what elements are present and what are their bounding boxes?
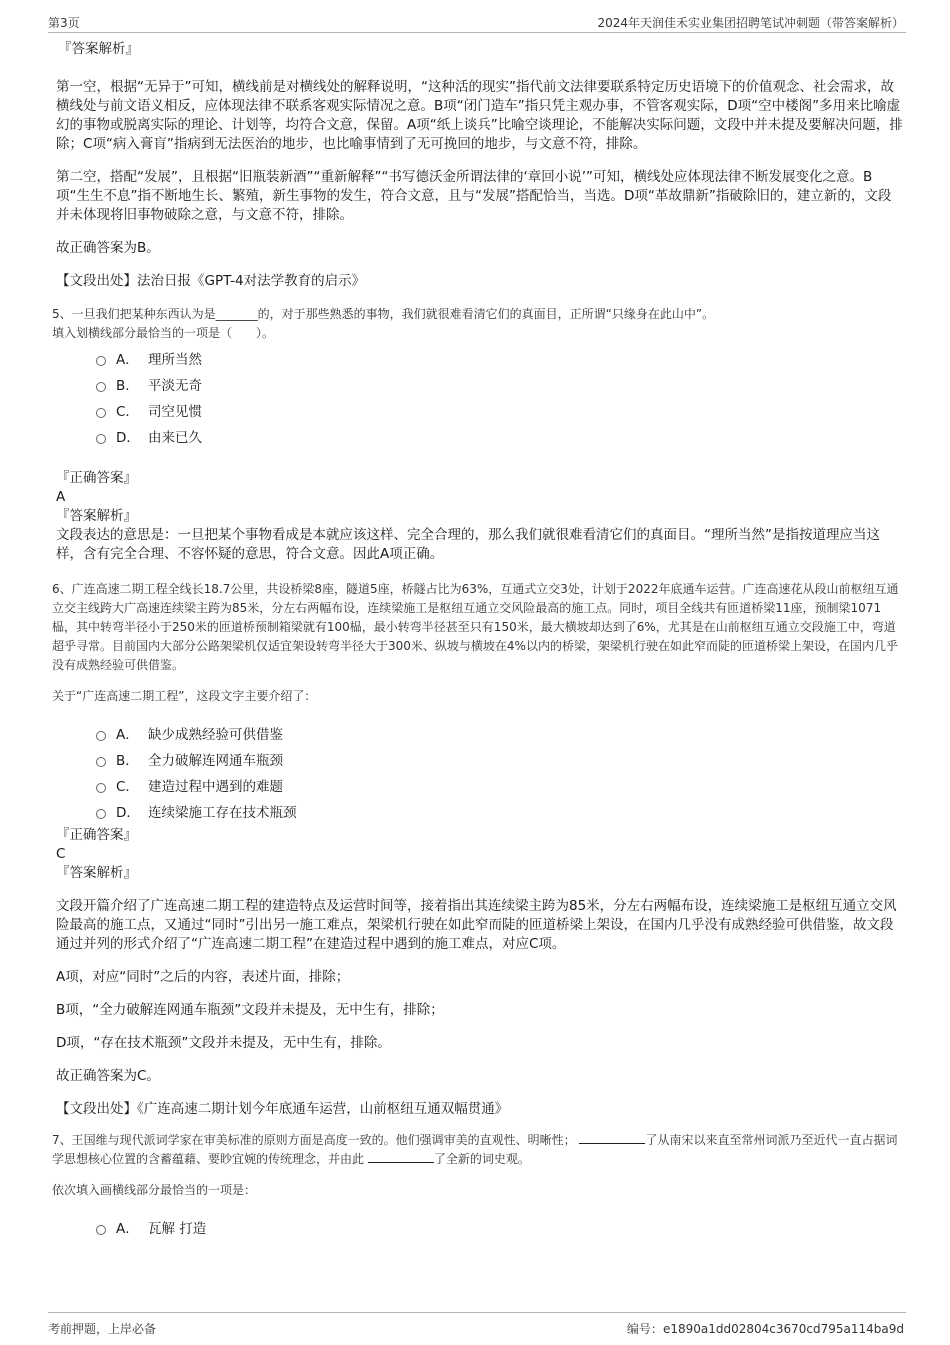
q4-analysis-paragraph-2: 第二空，搭配“发展”，且根据“旧瓶装新酒”“重新解释”“书写德沃金所谓法律的‘章回小说’”可知，横线处应体现法律不断发展变化之意。B项“生生不息”指不断地生长、繁殖，新生事物的发生，符合文意，且与“发展”搭配恰当，当选。D项“革故鼎新”指破除旧的，建立新的，文段并未体现将旧事物破除之意，与文意不符，排除。 bbox=[56, 169, 892, 223]
q6-conclusion: 故正确答案为C。 bbox=[56, 1068, 160, 1084]
q7-option-a[interactable] bbox=[96, 1214, 904, 1240]
q5-option-d[interactable] bbox=[96, 423, 904, 449]
q7-stem-part-3: 了全新的词史观。 bbox=[433, 1152, 530, 1166]
option-letter: A． bbox=[116, 727, 139, 743]
q6-ask: 关于“广连高速二期工程”，这段文字主要介绍了： bbox=[52, 689, 317, 703]
q6-stem: 6、广连高速二期工程全线长18.7公里，共设桥梁8座，隧道5座，桥隧占比为63%，互通式立交3处，计划于2022年底通车运营。广连高速花从段山前枢纽互通立交主线跨大广高速连续梁主跨为85米，分左右两幅布设，连续梁施工是枢纽互通立交风险最高的施工点。同时，项目全线共有匝道桥梁11座，预制梁1071榀，其中转弯半径小于250米的匝道桥预制箱梁就有100榀，最小转弯半径甚至只有150米，最大横坡却达到了6%，尤其是在山前枢纽互通立交段施工中，弯道超乎寻常。目前国内大部分公路架梁机仅适宜架设转弯半径大于300米、纵坡与横坡在4%以内的桥梁，架梁机行驶在如此窄而陡的匝道桥梁上架设，在国内几乎没有成熟经验可供借鉴。 bbox=[52, 582, 899, 672]
q5-analysis: 文段表达的意思是：一旦把某个事物看成是本就应该这样、完全合理的，那么我们就很难看清它们的真面目。“理所当然”是指按道理应当这样，含有完全合理、不容怀疑的意思，符合文意。因此A项正确。 bbox=[56, 527, 880, 562]
document-title: 2024年天润佳禾实业集团招聘笔试冲刺题（带答案解析） bbox=[597, 16, 904, 30]
option-letter: C． bbox=[116, 404, 139, 420]
option-text: 缺少成熟经验可供借鉴 bbox=[148, 727, 283, 743]
q6-option-b[interactable] bbox=[96, 746, 904, 772]
option-text: 瓦解 打造 bbox=[148, 1221, 207, 1237]
fill-blank bbox=[368, 1150, 434, 1163]
q6-source: 【文段出处】《广连高速二期计划今年底通车运营，山前枢纽互通双幅贯通》 bbox=[56, 1101, 509, 1117]
q4-source: 【文段出处】法治日报《GPT-4对法学教育的启示》 bbox=[56, 273, 366, 289]
option-letter: A． bbox=[116, 352, 139, 368]
page-content bbox=[52, 40, 904, 1240]
q6-correct-label: 『正确答案』 bbox=[56, 827, 137, 843]
option-text: 建造过程中遇到的难题 bbox=[148, 779, 283, 795]
option-text: 平淡无奇 bbox=[148, 378, 202, 394]
q4-conclusion: 故正确答案为B。 bbox=[56, 240, 160, 256]
option-letter: D． bbox=[116, 805, 140, 821]
q5-option-a[interactable] bbox=[96, 345, 904, 371]
code-label: 编号： bbox=[626, 1322, 663, 1336]
fill-blank bbox=[579, 1131, 645, 1144]
option-text: 由来已久 bbox=[148, 430, 202, 446]
option-text: 司空见惯 bbox=[148, 404, 202, 420]
radio-icon[interactable] bbox=[96, 731, 106, 741]
q5-option-b[interactable] bbox=[96, 371, 904, 397]
radio-icon[interactable] bbox=[96, 809, 106, 819]
q6-options bbox=[96, 720, 904, 824]
option-letter: D． bbox=[116, 430, 140, 446]
q7-stem-part-2: 了从南宋以来直至常州词派乃至近代一直占据词学思想核心位置的含蓄蕴藉、要眇宜婉的传统理念，并由此 bbox=[52, 1133, 898, 1166]
option-text: 理所当然 bbox=[148, 352, 202, 368]
q4-analysis-label: 『答案解析』 bbox=[58, 41, 139, 57]
q7-options bbox=[96, 1214, 904, 1240]
q6-option-c[interactable] bbox=[96, 772, 904, 798]
q7-stem bbox=[52, 1131, 904, 1169]
q5-ask: 填入划横线部分最恰当的一项是（ ）。 bbox=[52, 326, 275, 340]
q5-analysis-label: 『答案解析』 bbox=[56, 508, 137, 524]
option-letter: A． bbox=[116, 1221, 139, 1237]
option-letter: C． bbox=[116, 779, 139, 795]
option-text: 全力破解连网通车瓶颈 bbox=[148, 753, 283, 769]
q6-analysis: 文段开篇介绍了广连高速二期工程的建造特点及运营时间等，接着指出其连续梁主跨为85米，分左右两幅布设，连续梁施工是枢纽互通立交风险最高的施工点，又通过“同时”引出另一施工难点，架梁机行驶在如此窄而陡的匝道桥梁上架设，在国内几乎没有成熟经验可供借鉴，故文段通过并列的形式介绍了“广连高速二期工程”在建造过程中遇到的施工难点，对应C项。 bbox=[56, 898, 897, 952]
page-footer bbox=[48, 1312, 906, 1341]
radio-icon[interactable] bbox=[96, 757, 106, 767]
document-code bbox=[627, 1320, 904, 1337]
q6-note-d: D项，“存在技术瓶颈”文段并未提及，无中生有，排除。 bbox=[56, 1035, 391, 1051]
page-header bbox=[48, 10, 906, 33]
code-value: e1890a1dd02804c3670cd795a114ba9d bbox=[662, 1322, 904, 1336]
q6-note-b: B项，“全力破解连网通车瓶颈”文段并未提及，无中生有，排除； bbox=[56, 1002, 444, 1018]
q6-option-a[interactable] bbox=[96, 720, 904, 746]
q5-stem: 5、一旦我们把某种东西认为是_______的，对于那些熟悉的事物，我们就很难看清它们的真面目，正所谓“只缘身在此山中”。 bbox=[52, 307, 715, 321]
q5-options bbox=[96, 345, 904, 449]
radio-icon[interactable] bbox=[96, 382, 106, 392]
q5-answer: A bbox=[56, 489, 66, 505]
radio-icon[interactable] bbox=[96, 356, 106, 366]
q4-analysis-paragraph-1: 第一空，根据“无异于”可知，横线前是对横线处的解释说明，“这种活的现实”指代前文法律要联系特定历史语境下的价值观念、社会需求，故横线处与前文语义相反，应体现法律不联系客观实际情况之意。B项“闭门造车”指只凭主观办事，不管客观实际，D项“空中楼阁”多用来比喻虚幻的事物或脱离实际的理论、计划等，均符合文意，保留。A项“纸上谈兵”比喻空谈理论，不能解决实际问题，文段中并未提及要解决问题，排除；C项“病入膏肓”指病到无法医治的地步，也比喻事情到了无可挽回的地步，与文意不符，排除。 bbox=[56, 79, 903, 152]
q5-correct-label: 『正确答案』 bbox=[56, 470, 137, 486]
radio-icon[interactable] bbox=[96, 1225, 106, 1235]
option-text: 连续梁施工存在技术瓶颈 bbox=[148, 805, 297, 821]
q7-stem-part-1: 7、王国维与现代派词学家在审美标准的原则方面是高度一致的。他们强调审美的直观性、明晰性； bbox=[52, 1133, 576, 1147]
option-letter: B． bbox=[116, 378, 139, 394]
q6-analysis-label: 『答案解析』 bbox=[56, 865, 137, 881]
footer-slogan: 考前押题，上岸必备 bbox=[48, 1322, 157, 1336]
q7-ask: 依次填入画横线部分最恰当的一项是： bbox=[52, 1183, 257, 1197]
option-letter: B． bbox=[116, 753, 139, 769]
page-number: 第3页 bbox=[48, 16, 80, 30]
radio-icon[interactable] bbox=[96, 408, 106, 418]
q6-option-d[interactable] bbox=[96, 798, 904, 824]
q6-answer: C bbox=[56, 846, 66, 862]
radio-icon[interactable] bbox=[96, 434, 106, 444]
radio-icon[interactable] bbox=[96, 783, 106, 793]
q5-option-c[interactable] bbox=[96, 397, 904, 423]
q6-note-a: A项，对应“同时”之后的内容，表述片面，排除； bbox=[56, 969, 350, 985]
